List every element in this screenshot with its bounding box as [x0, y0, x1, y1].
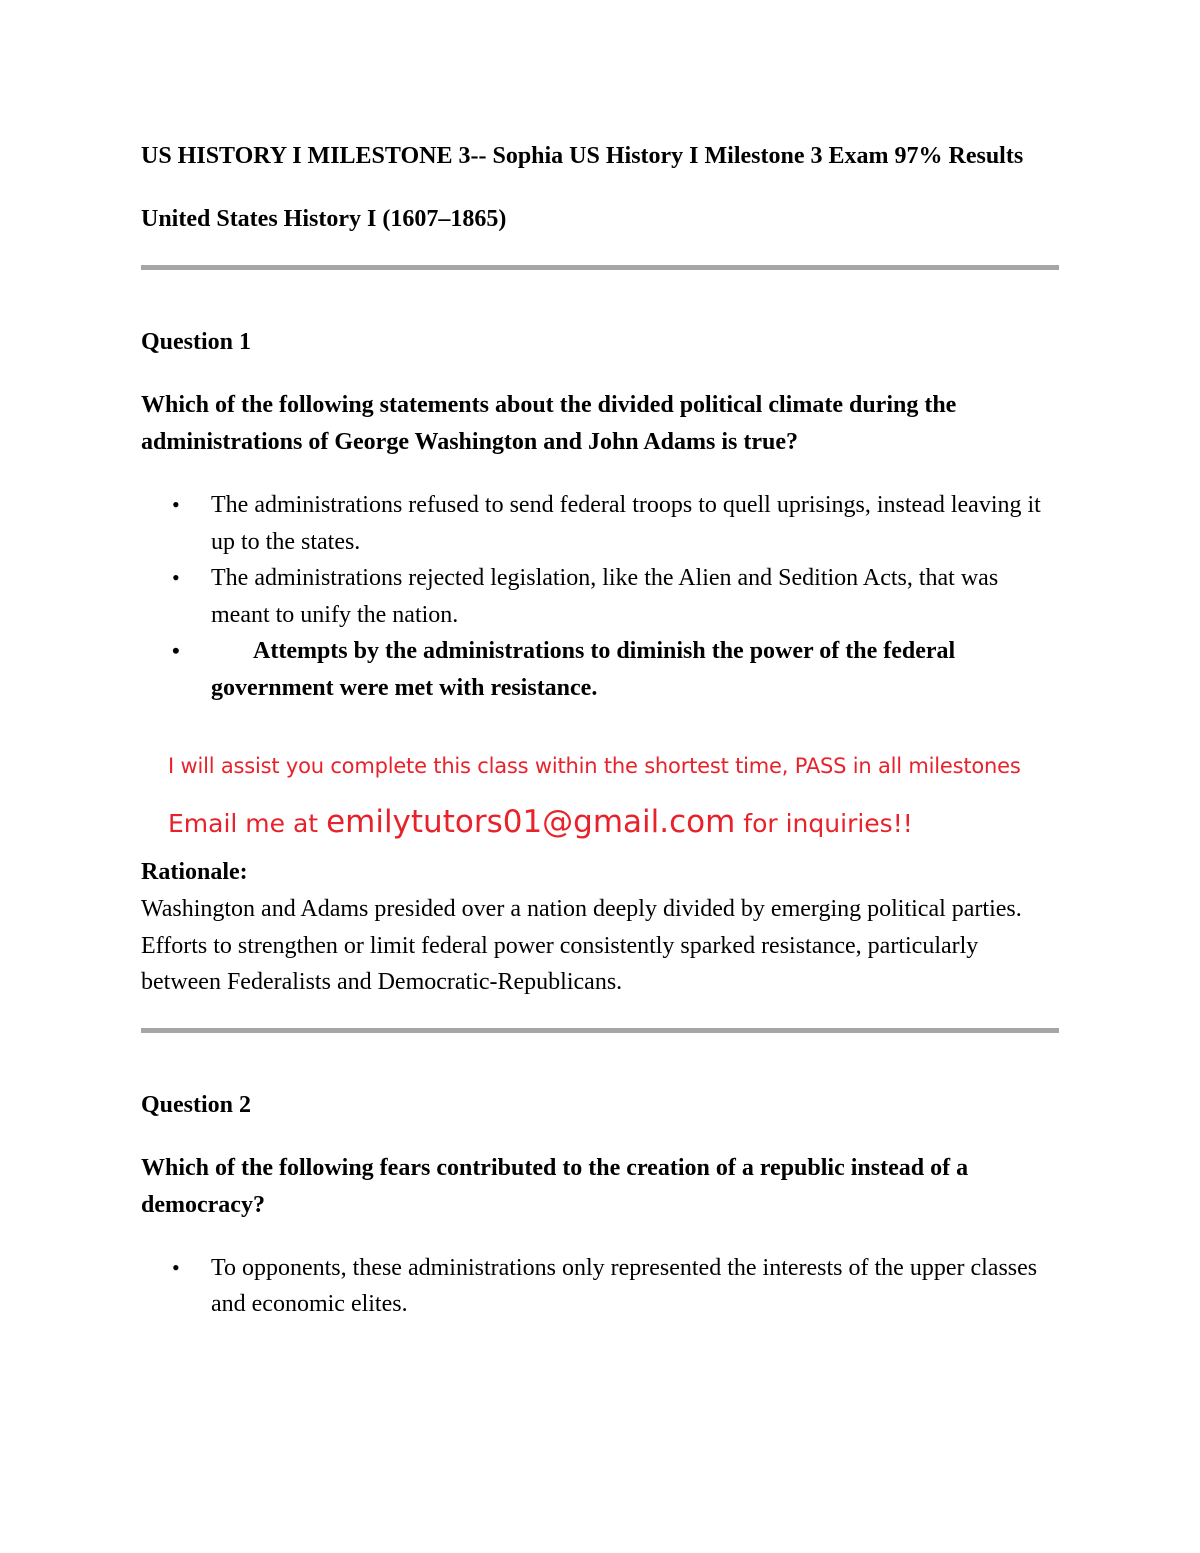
rationale-text-2: Efforts to strengthen or limit federal power consistently sparked resistance, particularly between Federalists and Democratic-Republicans.: [141, 932, 979, 995]
email-link[interactable]: emilytutors01@gmail.com: [326, 804, 736, 840]
question-2-label: Question 2: [141, 1091, 252, 1118]
section-divider: [141, 1028, 1059, 1033]
bullet-icon: •: [172, 492, 180, 517]
bullet-icon: •: [172, 638, 180, 663]
rationale-label: Rationale:: [141, 859, 248, 885]
document-title: US HISTORY I MILESTONE 3-- Sophia US History I Milestone 3 Exam 97% Results: [141, 143, 1024, 169]
course-name: United States History I (1607–1865): [141, 206, 507, 232]
promo-line-1: I will assist you complete this class within the shortest time, PASS in all milestones: [168, 754, 1021, 778]
option-text: The administrations rejected legislation, like the Alien and Sedition Acts, that was meant to unify the nation.: [211, 565, 999, 628]
promo-suffix: for inquiries!!: [735, 809, 913, 838]
bullet-icon: •: [172, 1254, 180, 1280]
rationale-text-1: Washington and Adams presided over a nation deeply divided by emerging political parties.: [141, 896, 1022, 922]
promo-prefix: Email me at: [168, 809, 327, 838]
bullet-icon: •: [172, 565, 180, 590]
promo-line-2: [168, 800, 1059, 846]
question-2-text: Which of the following fears contributed to the creation of a republic instead of a democracy?: [141, 1154, 969, 1218]
question-1-correct-option: [141, 633, 1059, 706]
option-text: Attempts by the administrations to diminish the power of the federal government were met with resistance.: [211, 638, 956, 701]
question-2-options: [141, 1250, 1059, 1323]
question-1-label: Question 1: [141, 329, 252, 355]
question-1-option: [141, 560, 1059, 633]
option-text: To opponents, these administrations only represented the interests of the upper classes and economic elites.: [211, 1254, 1038, 1317]
document-page: [141, 138, 1059, 1323]
question-1-text: Which of the following statements about the divided political climate during the administrations of George Washington and John Adams is true?: [141, 392, 957, 455]
question-1-options: [141, 487, 1059, 706]
question-1-option: [141, 487, 1059, 560]
option-text: The administrations refused to send federal troops to quell uprisings, instead leaving it up to the states.: [211, 492, 1041, 555]
section-divider: [141, 265, 1059, 270]
question-2-option: [141, 1250, 1059, 1323]
